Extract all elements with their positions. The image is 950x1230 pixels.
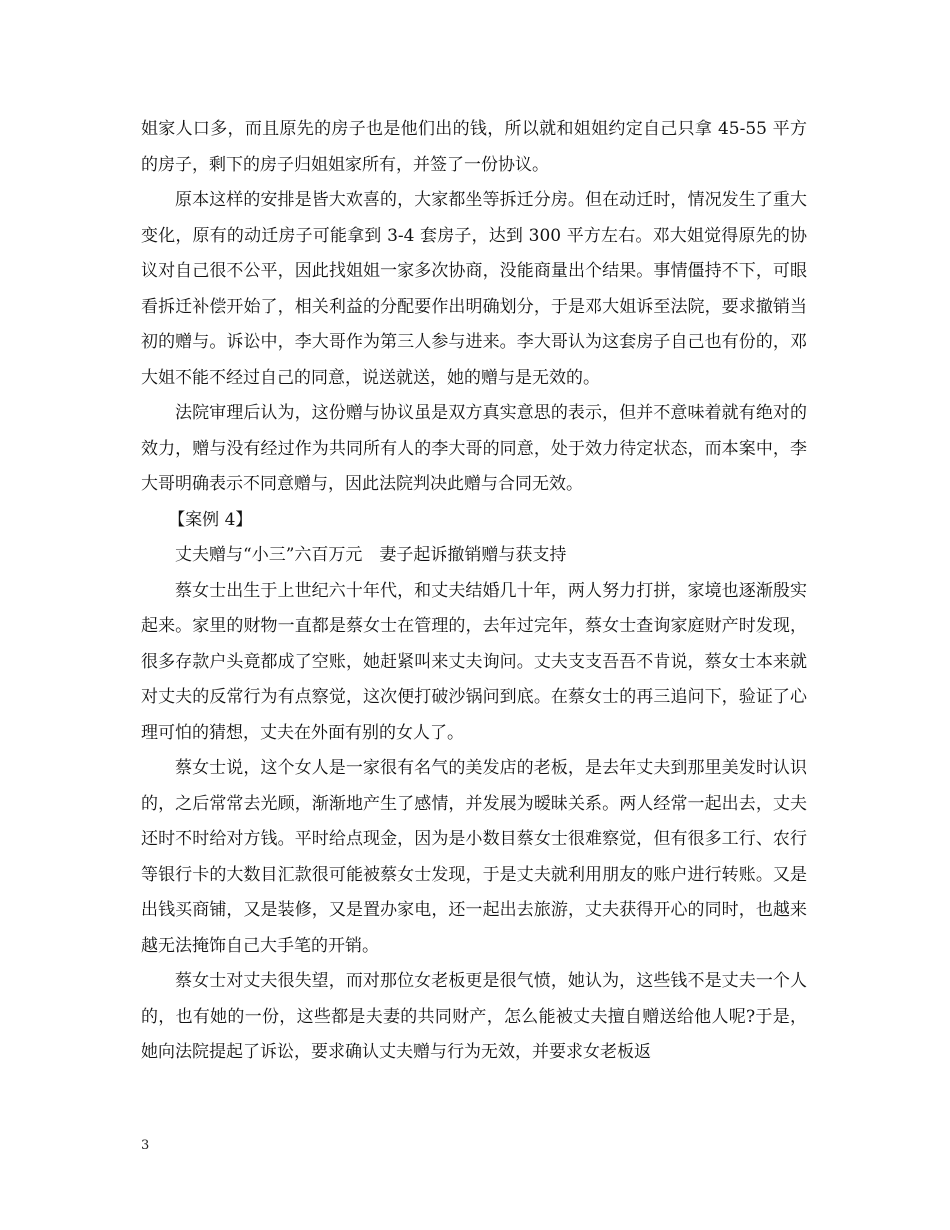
- paragraph-case-lawsuit: 蔡女士对丈夫很失望，而对那位女老板更是很气愤，她认为，这些钱不是丈夫一个人的，也有她的一份，这些都是夫妻的共同财产，怎么能被丈夫擅自赠送给他人呢?于是，她向法院提起了诉讼，要求确认丈夫赠与行为无效，并要求女老板返: [141, 971, 807, 1062]
- paragraph-continued: 姐家人口多，而且原先的房子也是他们出的钱，所以就和姐姐约定自己只拿 45-55 平方的房子，剩下的房子归姐姐家所有，并签了一份协议。: [141, 119, 807, 175]
- case-subtitle: 丈夫赠与“小三”六百万元 妻子起诉撤销赠与获支持: [175, 545, 567, 565]
- paragraph-case-background: 蔡女士出生于上世纪六十年代，和丈夫结婚几十年，两人努力打拼，家境也逐渐殷实起来。家里的财物一直都是蔡女士在管理的，去年过完年，蔡女士查询家庭财产时发现，很多存款户头竟都成了空账，她赶紧叫来丈夫询问。丈夫支支吾吾不肯说，蔡女士本来就对丈夫的反常行为有点察觉，这次便打破沙锅问到底。在蔡女士的再三追问下，验证了心理可怕的猜想，丈夫在外面有别的女人了。: [141, 580, 807, 743]
- page-number: 3: [141, 1138, 150, 1153]
- paragraph-court-ruling: 法院审理后认为，这份赠与协议虽是双方真实意思的表示，但并不意味着就有绝对的效力，赠与没有经过作为共同所有人的李大哥的同意，处于效力待定状态，而本案中，李大哥明确表示不同意赠与，因此法院判决此赠与合同无效。: [141, 403, 807, 494]
- case-heading: 【案例 4】: [168, 509, 253, 530]
- document-body: [141, 112, 807, 1071]
- paragraph-relocation-dispute: 原本这样的安排是皆大欢喜的，大家都坐等拆迁分房。但在动迁时，情况发生了重大变化，原有的动迁房子可能拿到 3-4 套房子，达到 300 平方左右。邓大姐觉得原先的协议对自己很不公平，因此找姐姐一家多次协商，没能商量出个结果。事情僵持不下，可眼看拆迁补偿开始了，相关利益的分配要作出明确划分，于是邓大姐诉至法院，要求撤销当初的赠与。诉讼中，李大哥作为第三人参与进来。李大哥认为这套房子自己也有份的，邓大姐不能不经过自己的同意，说送就送，她的赠与是无效的。: [141, 190, 807, 388]
- paragraph-case-affair: 蔡女士说，这个女人是一家很有名气的美发店的老板，是去年丈夫到那里美发时认识的，之后常常去光顾，渐渐地产生了感情，并发展为暧昧关系。两人经常一起出去，丈夫还时不时给对方钱。平时给点现金，因为是小数目蔡女士很难察觉，但有很多工行、农行等银行卡的大数目汇款很可能被蔡女士发现，于是丈夫就利用朋友的账户进行转账。又是出钱买商铺，又是装修，又是置办家电，还一起出去旅游，丈夫获得开心的同时，也越来越无法掩饰自己大手笔的开销。: [141, 758, 807, 956]
